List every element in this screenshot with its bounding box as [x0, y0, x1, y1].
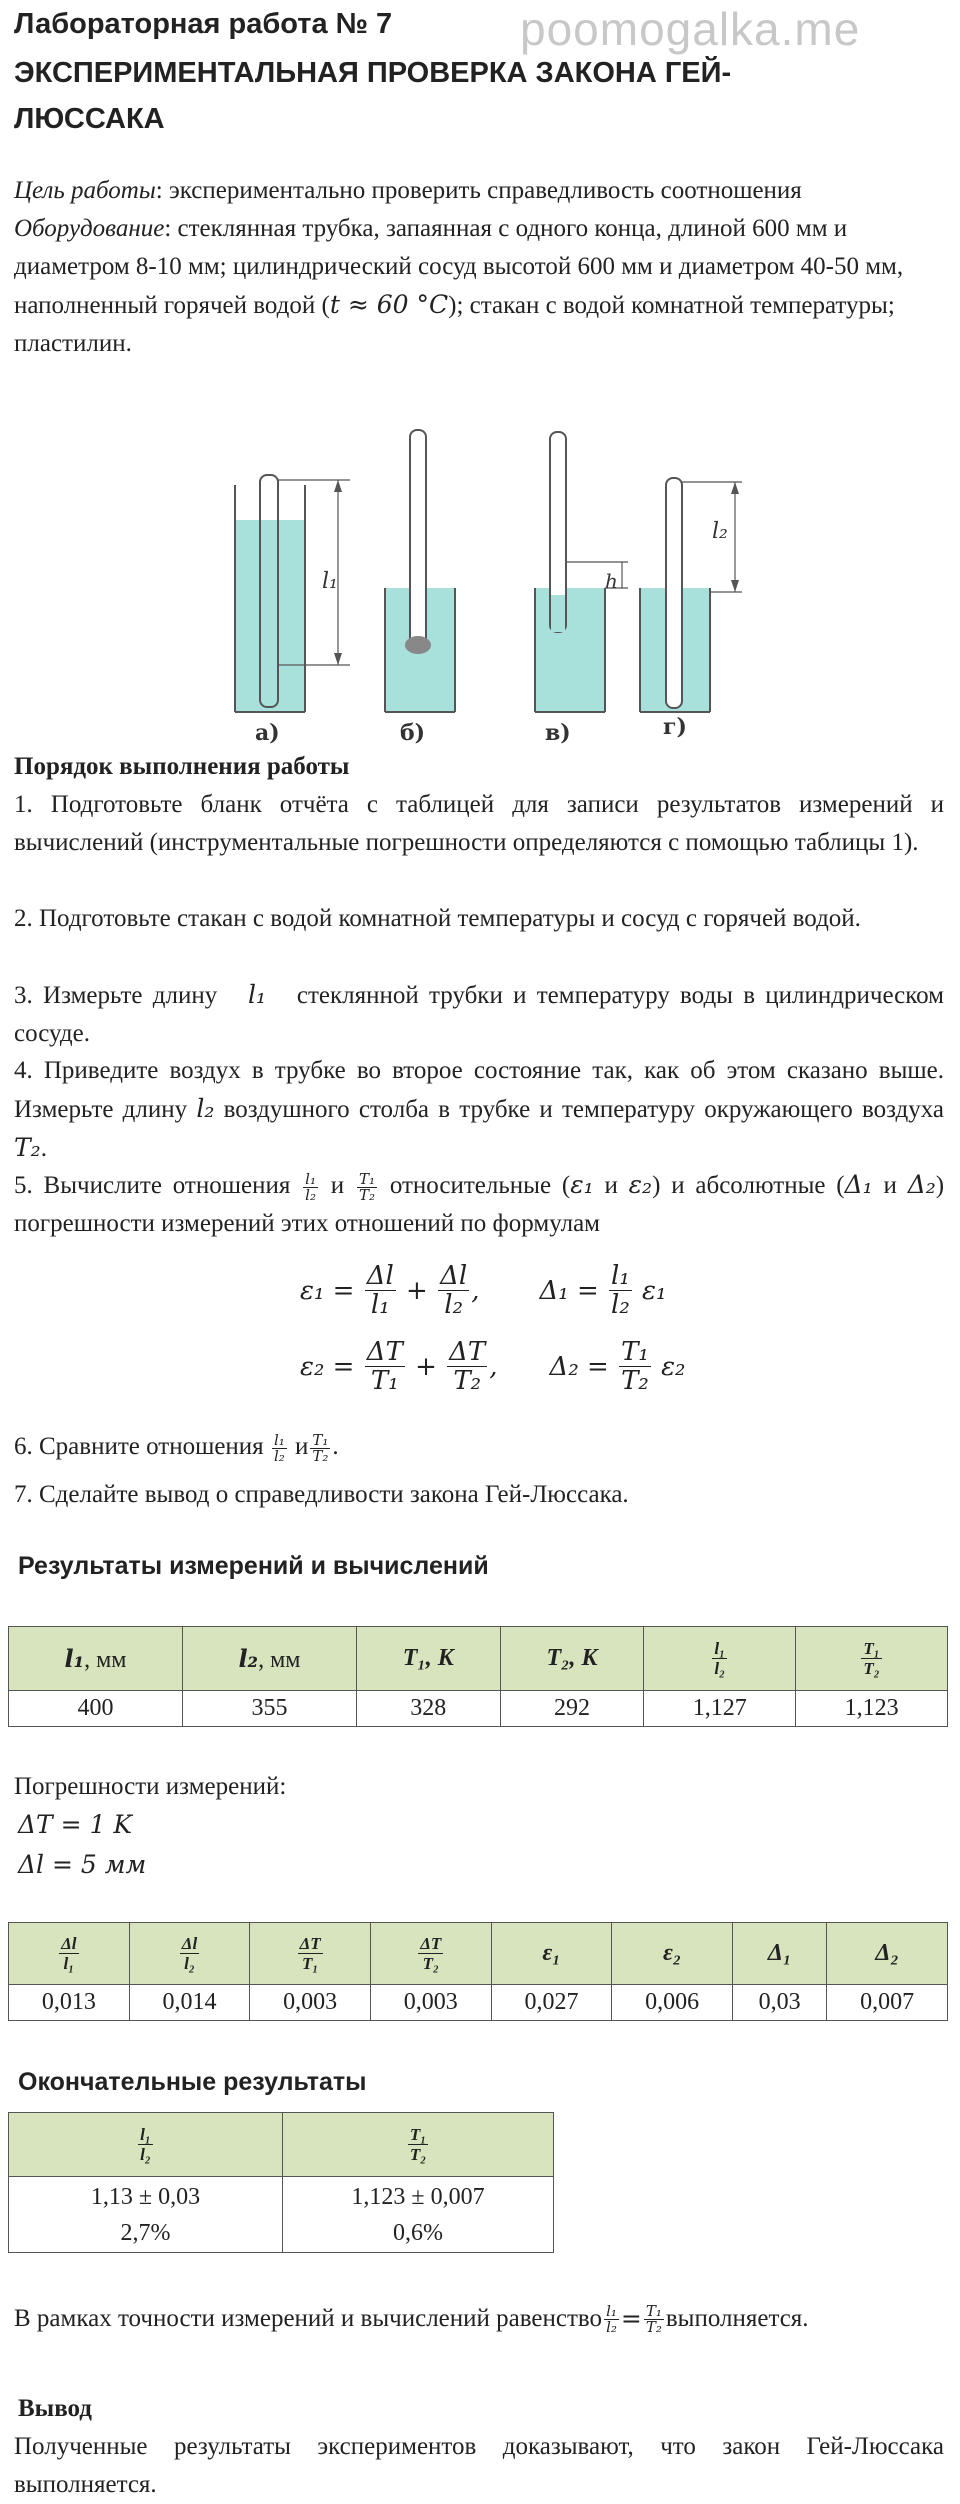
equipment-label: Оборудование	[14, 215, 165, 242]
errors-col-1: $\frac{\Delta l}{\text{l₁}}$	[9, 1923, 130, 1985]
step-5-d: ) погрешности измерений этих отношений по формулам	[14, 1172, 945, 1237]
step-7: 7. Сделайте вывод о справедливости закона Гей-Люссака.	[14, 1481, 629, 1508]
formula-1: ε₁ = $\frac{\Delta l}{\text{l₁}}$ + $\frac{\Delta l}{\text{l₂}}$ , Δ₁ = $\frac{\text{l₁}}{\text{l₂}}$ ε₁	[300, 1261, 667, 1320]
final-row	[9, 2177, 554, 2253]
results-col-l1: l₁, мм	[9, 1627, 183, 1691]
final-T-value: 1,123 ± 0,007	[351, 2183, 485, 2210]
results-col-l2: l₂, мм	[182, 1627, 356, 1691]
step-1: 1. Подготовьте бланк отчёта с таблицей для записи результатов измерений и вычислений (инструментальные погрешности определяются с помощью таблицы 1).	[14, 791, 944, 856]
results-col-l-ratio: $\frac{\text{l₁}}{\text{l₂}}$	[644, 1627, 796, 1691]
lab-title: Лабораторная работа № 7	[14, 8, 393, 40]
errors-col-2: $\frac{\Delta l}{\text{l₂}}$	[129, 1923, 250, 1985]
errors-col-5: ε₁	[491, 1923, 612, 1985]
goal-text: : экспериментально проверить справедливость соотношения	[155, 177, 802, 204]
temperature-expression: t ≈ 60 °C	[329, 290, 449, 319]
final-T-percent: 0,6%	[393, 2219, 443, 2246]
label-h: h	[605, 569, 618, 593]
watermark: poomogalka.me	[520, 3, 861, 55]
results-row: 400 355 328 292 1,127 1,123	[9, 1691, 948, 1727]
errors-dT: ΔT = 1 K	[18, 1810, 133, 1839]
final-l-percent: 2,7%	[120, 2219, 171, 2246]
errors-dl: Δl = 5 мм	[18, 1850, 147, 1879]
equipment-tail: ); стакан с водой комнатной температуры; пластилин.	[14, 292, 895, 357]
label-l2: l₂	[712, 519, 728, 544]
errors-col-4: $\frac{\Delta T}{\text{T₂}}$	[370, 1923, 491, 1985]
step-3-b: стеклянной трубки и температуру воды в цилиндрическом сосуде.	[14, 982, 945, 1047]
step-3	[14, 976, 944, 1053]
results-heading: Результаты измерений и вычислений	[18, 1552, 489, 1580]
figure-b	[385, 430, 455, 712]
step-4-l2: l₂	[196, 1094, 215, 1123]
final-table	[8, 2112, 554, 2253]
final-col-T: $\frac{\text{T₁}}{\text{T₂}}$	[283, 2113, 554, 2177]
step-4-b: воздушного столба в трубке и температуру окружающего воздуха	[223, 1096, 945, 1123]
results-table	[8, 1626, 948, 1727]
step-5-c: ) и абсолютные (	[652, 1172, 845, 1199]
errors-col-6: ε₂	[612, 1923, 733, 1985]
statement-b: выполняется.	[665, 2305, 809, 2332]
experiment-figure	[220, 420, 750, 745]
step-4-a: 4. Приведите воздух в трубке во второе состояние так, как об этом сказано выше. Измерьте длину	[14, 1057, 944, 1123]
final-col-l: $\frac{\text{l₁}}{\text{l₂}}$	[9, 2113, 283, 2177]
final-heading: Окончательные результаты	[18, 2068, 367, 2096]
intro-equipment	[14, 210, 944, 363]
step-3-a: 3. Измерьте длину	[14, 982, 218, 1009]
results-col-T-ratio: $\frac{\text{T₁}}{\text{T₂}}$	[796, 1627, 948, 1691]
errors-col-8: Δ₂	[827, 1923, 948, 1985]
step-3-l1: l₁	[248, 980, 267, 1009]
results-col-T2: T₂, K	[500, 1627, 644, 1691]
errors-col-7: Δ₁	[732, 1923, 826, 1985]
errors-table	[8, 1922, 948, 2021]
step-6: 6. Сравните отношения $\frac{\text{l₁}}{\text{l₂}}$ и $\frac{\text{T₁}}{\text{T₂}}$ .	[14, 1430, 339, 1465]
errors-col-3: $\frac{\Delta T}{\text{T₁}}$	[250, 1923, 371, 1985]
errors-title: Погрешности измерений:	[14, 1773, 287, 1800]
step-4: 4. Приведите воздух в трубке во второе состояние так, как об этом сказано выше. Измерьте длину l₂ воздушного столба в трубке и температуру окружающего воздуха T₂.	[14, 1057, 945, 1162]
formula-2: ε₂ = $\frac{\Delta T}{\text{T₁}}$ + $\frac{\Delta T}{\text{T₂}}$ , Δ₂ = $\frac{\text{T₁}}{\text{T₂}}$ ε₂	[300, 1337, 686, 1396]
label-l1: l₁	[322, 569, 338, 594]
step-2: 2. Подготовьте стакан с водой комнатной температуры и сосуд с горячей водой.	[14, 905, 861, 932]
conclusion-heading: Вывод	[18, 2395, 92, 2422]
final-l-value: 1,13 ± 0,03	[90, 2183, 201, 2210]
figure-d	[640, 478, 742, 712]
statement: В рамках точности измерений и вычислений равенство $\frac{\text{l₁}}{\text{l₂}}$ = $\frac{\text{T₁}}{\text{T₂}}$ выполняется.	[14, 2300, 809, 2338]
results-col-T1: T₁, K	[356, 1627, 500, 1691]
label-d: г)	[663, 714, 687, 740]
step-5-b: относительные (	[389, 1172, 571, 1199]
procedure-heading: Порядок выполнения работы	[14, 753, 350, 780]
step-5: 5. Вычислите отношения $\frac{\text{l₁}}{\text{l₂}}$ и $\frac{\text{T₁}}{\text{T₂}}$ относительные (ε₁ и ε₂) и абсолютные (Δ₁ и Δ₂) погрешности измерений этих отношений по формулам	[14, 1169, 945, 1237]
label-b: б)	[400, 720, 426, 745]
equipment-text: : стеклянная трубка, запаянная с одного конца, длиной 600 мм и диаметром 8-10 мм; цилиндрический сосуд высотой 600 мм и диаметром 40-50 мм, наполненный горячей водой (	[14, 215, 904, 319]
step-5-a: 5. Вычислите отношения	[14, 1172, 291, 1199]
errors-row: 0,013 0,014 0,003 0,003 0,027 0,006 0,03 0,007	[9, 1985, 948, 2021]
label-a: а)	[255, 720, 280, 745]
conclusion-text: Полученные результаты экспериментов доказывают, что закон Гей-Люссака выполняется.	[14, 2433, 944, 2498]
label-c: в)	[545, 720, 571, 745]
main-title: ЭКСПЕРИМЕНТАЛЬНАЯ ПРОВЕРКА ЗАКОНА ГЕЙ-ЛЮССАКА	[14, 57, 732, 135]
statement-a: В рамках точности измерений и вычислений равенство	[14, 2305, 603, 2332]
intro-goal	[14, 172, 944, 210]
goal-label: Цель работы	[14, 177, 156, 204]
step-6-text: 6. Сравните отношения	[14, 1433, 264, 1460]
